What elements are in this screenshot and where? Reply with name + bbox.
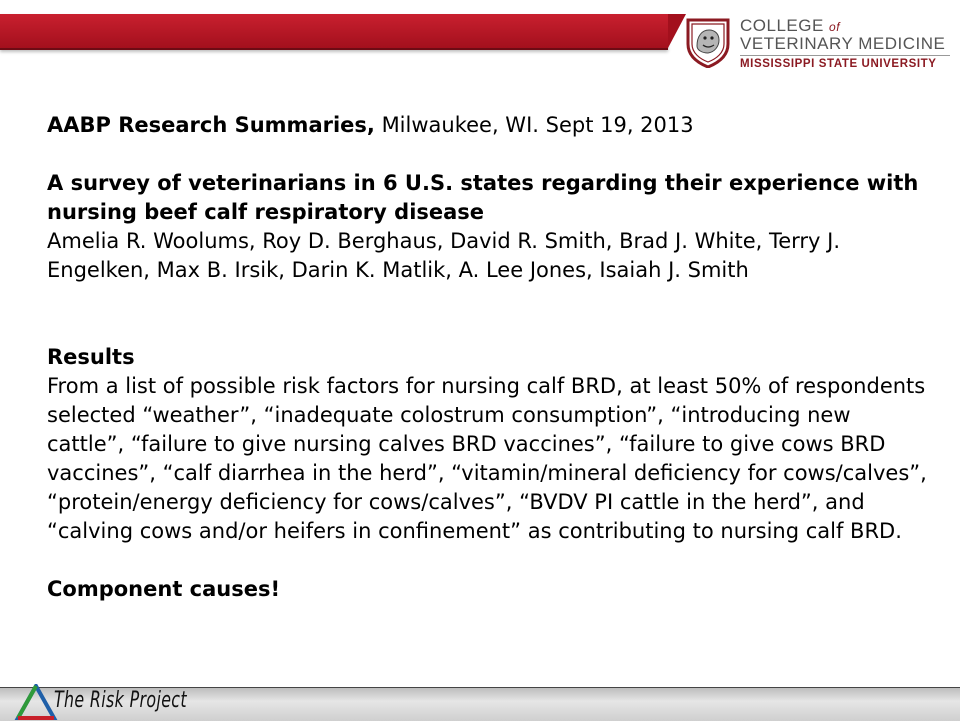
event-details: Milwaukee, WI. Sept 19, 2013 [374,113,694,137]
results-text: From a list of possible risk factors for nursing calf BRD, at least 50% of respondents selected “weather”, “inadequate colostrum consumption”, “introducing new cattle”, “failure to give nursing calves BRD vaccines”, “failure to give cows BRD vaccines”, “calf diarrhea in the herd”, “vitamin/mineral deficiency for cows/calves”, “protein/energy deficiency for cows/calves”, “BVDV PI cattle in the herd”, and “calving cows and/or heifers in confinement” as contributing to nursing calf BRD. [47,374,927,543]
footer-brand: The Risk Project [54,688,187,713]
bulldog-seal-icon [684,16,732,68]
logo-college-text: COLLEGE of [740,16,841,35]
results-heading: Results [47,345,135,369]
paper-title: A survey of veterinarians in 6 U.S. states regarding their experience with nursing beef calf respiratory disease [47,171,919,224]
college-logo [684,14,952,72]
logo-veterinary-text: VETERINARY MEDICINE [740,34,946,53]
slide-content [47,111,927,604]
top-banner [0,14,668,50]
event-title: AABP Research Summaries, [47,113,375,137]
logo-divider [740,55,950,56]
logo-university-text: MISSISSIPPI STATE UNIVERSITY [740,58,937,70]
event-line [47,111,927,140]
conclusion-text: Component causes! [47,577,281,601]
author-list: Amelia R. Woolums, Roy D. Berghaus, David R. Smith, Brad J. White, Terry J. Engelken, Max B. Irsik, Darin K. Matlik, A. Lee Jones, Isaiah J. Smith [47,229,841,282]
